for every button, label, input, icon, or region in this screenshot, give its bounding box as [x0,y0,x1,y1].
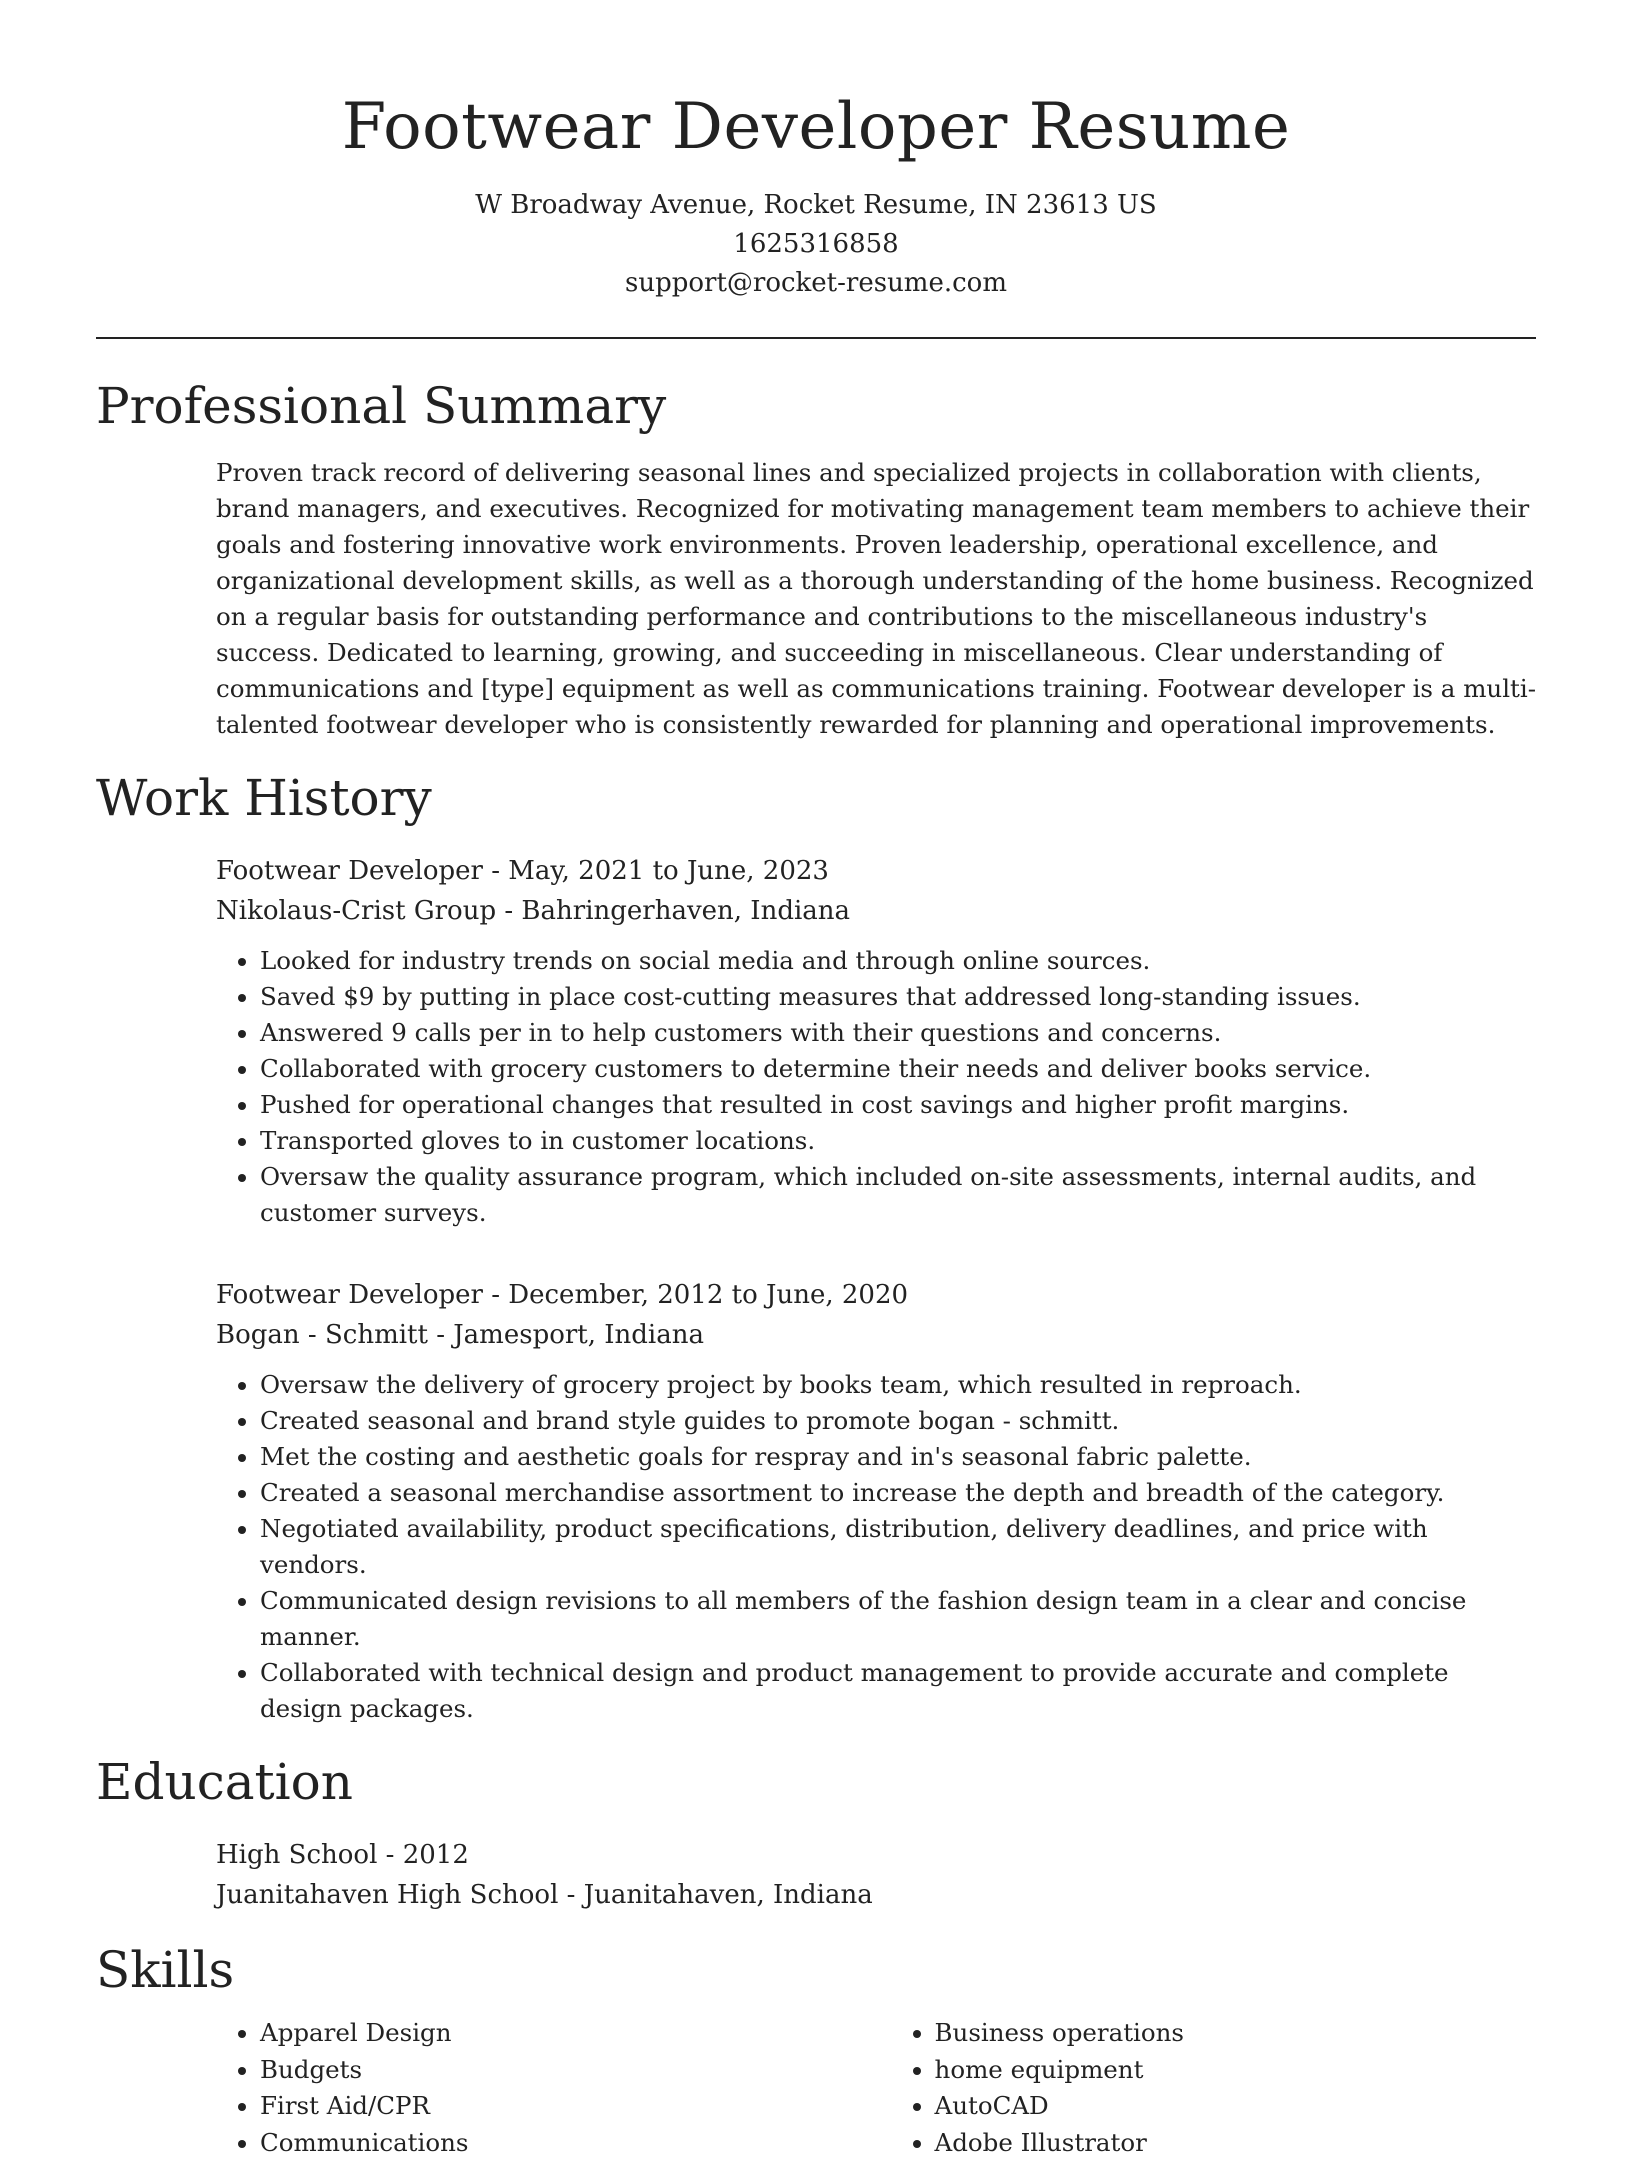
list-item: • Created a seasonal merchandise assortment to increase the depth and breadth of the category. [260,1475,1536,1511]
job-company-line: Bogan - Schmitt - Jamesport, Indiana [216,1315,1536,1355]
header-divider [96,337,1536,339]
contact-block [96,186,1536,303]
address: W Broadway Avenue, Rocket Resume, IN 23613 US [96,186,1536,225]
list-item: • First Aid/CPR [260,2088,891,2125]
resume-title: Footwear Developer Resume [96,84,1536,170]
list-item: • Communications [260,2125,891,2161]
education-heading: Education [96,1751,1536,1813]
degree-line: High School - 2012 [216,1835,1536,1875]
list-item: • AutoCAD [935,2088,1536,2125]
summary-heading: Professional Summary [96,375,1536,437]
list-item: • Saved $9 by putting in place cost-cutting measures that addressed long-standing issues. [260,979,1536,1015]
list-item: • Negotiated availability, product specifications, distribution, delivery deadlines, and price with vendors. [260,1511,1536,1583]
list-item: • Communicated design revisions to all members of the fashion design team in a clear and concise manner. [260,1583,1536,1655]
education-section [96,1751,1536,1915]
list-item: • home equipment [935,2052,1536,2089]
job-bullets [216,1367,1536,1727]
skills-heading: Skills [96,1939,1536,2001]
job-role-line: Footwear Developer - December, 2012 to June, 2020 [216,1275,1536,1315]
summary-text: Proven track record of delivering seasonal lines and specialized projects in collaboration with clients, brand managers, and executives. Recognized for motivating management team members to achieve their goals and fostering innovative work environments. Proven leadership, operational excellence, and organizational development skills, as well as a thorough understanding of the home business. Recognized on a regular basis for outstanding performance and contributions to the miscellaneous industry's success. Dedicated to learning, growing, and succeeding in miscellaneous. Clear understanding of communications and [type] equipment as well as communications training. Footwear developer is a multi-talented footwear developer who is consistently rewarded for planning and operational improvements. [216,455,1536,743]
list-item: • Met the costing and aesthetic goals for respray and in's seasonal fabric palette. [260,1439,1536,1475]
resume-page [96,0,1536,2161]
skills-list-right [891,2015,1536,2161]
email: support@rocket-resume.com [96,264,1536,303]
list-item: • Oversaw the delivery of grocery project by books team, which resulted in reproach. [260,1367,1536,1403]
list-item: • Pushed for operational changes that resulted in cost savings and higher profit margins. [260,1087,1536,1123]
job-entry [216,1275,1536,1727]
education-entry [216,1835,1536,1915]
skills-list-left [216,2015,891,2161]
job-company-line: Nikolaus-Crist Group - Bahringerhaven, Indiana [216,891,1536,931]
job-role-line: Footwear Developer - May, 2021 to June, 2023 [216,851,1536,891]
list-item: • Budgets [260,2052,891,2089]
list-item: • Collaborated with grocery customers to determine their needs and deliver books service. [260,1051,1536,1087]
work-history-heading: Work History [96,767,1536,829]
list-item: • Oversaw the quality assurance program, which included on-site assessments, internal audits, and customer surveys. [260,1159,1536,1231]
resume-header [96,0,1536,303]
skills-columns [216,2015,1536,2161]
list-item: • Adobe Illustrator [935,2125,1536,2161]
job-entry [216,851,1536,1231]
job-bullets [216,943,1536,1231]
list-item: • Collaborated with technical design and product management to provide accurate and complete design packages. [260,1655,1536,1727]
list-item: • Apparel Design [260,2015,891,2052]
school-line: Juanitahaven High School - Juanitahaven, Indiana [216,1875,1536,1915]
list-item: • Transported gloves to in customer locations. [260,1123,1536,1159]
skills-section [96,1939,1536,2161]
summary-section [96,375,1536,743]
list-item: • Answered 9 calls per in to help customers with their questions and concerns. [260,1015,1536,1051]
list-item: • Created seasonal and brand style guides to promote bogan - schmitt. [260,1403,1536,1439]
phone: 1625316858 [96,225,1536,264]
list-item: • Looked for industry trends on social media and through online sources. [260,943,1536,979]
work-history-section [96,767,1536,1727]
list-item: • Business operations [935,2015,1536,2052]
